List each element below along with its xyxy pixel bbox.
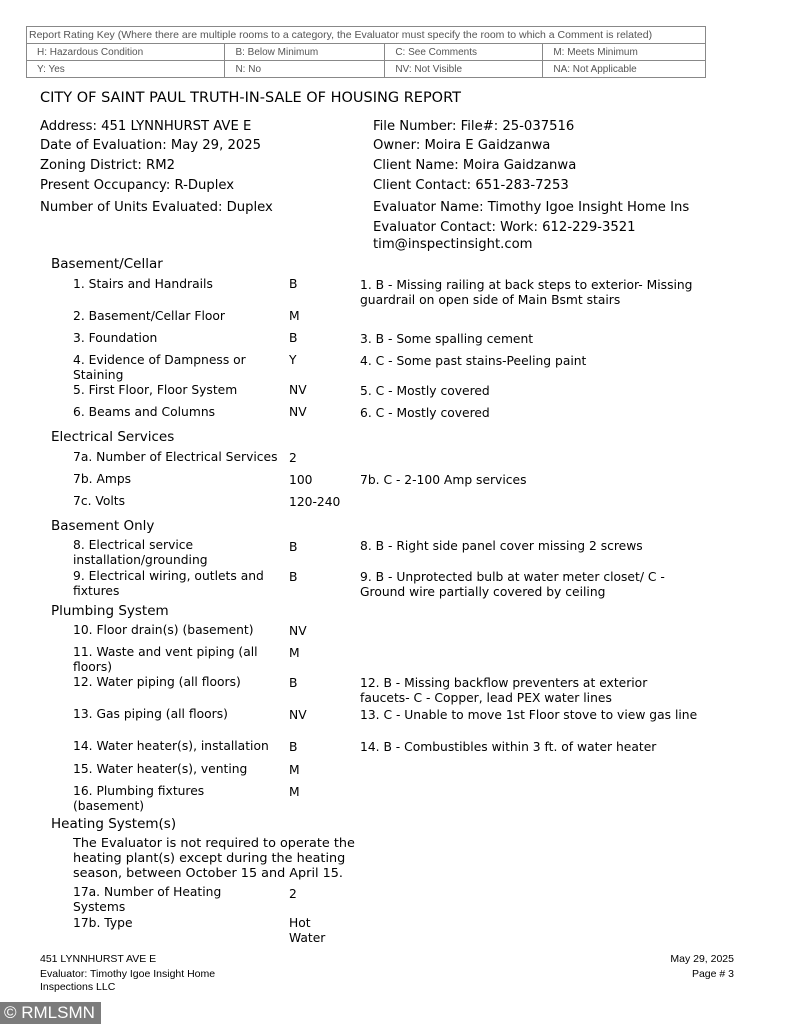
item-comment: 8. B - Right side panel cover missing 2 screws — [360, 539, 643, 553]
footer-address: 451 LYNNHURST AVE E — [40, 953, 157, 965]
item-label: 2. Basement/Cellar Floor — [73, 309, 225, 323]
client-name-field: Client Name: Moira Gaidzanwa — [373, 158, 577, 173]
item-comment: 4. C - Some past stains-Peeling paint — [360, 354, 587, 368]
item-label: 12. Water piping (all floors) — [73, 675, 241, 689]
item-rating: Y — [289, 353, 297, 367]
item-comment: 14. B - Combustibles within 3 ft. of water heater — [360, 740, 657, 754]
rating-key-cell: N: No — [225, 61, 385, 78]
item-label: 17a. Number of Heating Systems — [73, 885, 222, 914]
report-title: CITY OF SAINT PAUL TRUTH-IN-SALE OF HOUSING REPORT — [40, 90, 461, 106]
footer-evaluator: Evaluator: Timothy Igoe Insight Home Inspections LLC — [40, 968, 216, 993]
rating-key-cell: NA: Not Applicable — [543, 61, 706, 78]
item-comment: 12. B - Missing backflow preventers at exterior faucets- C - Copper, lead PEX water lines — [360, 676, 648, 705]
item-rating: NV — [289, 624, 307, 638]
zoning-field: Zoning District: RM2 — [40, 158, 175, 173]
item-rating: B — [289, 540, 298, 554]
address-field: Address: 451 LYNNHURST AVE E — [40, 119, 252, 134]
rating-key-cell: B: Below Minimum — [225, 44, 385, 61]
item-label: 16. Plumbing fixtures (basement) — [73, 784, 205, 813]
item-rating: NV — [289, 405, 307, 419]
rating-key-cell: H: Hazardous Condition — [27, 44, 225, 61]
section-heading-electrical: Electrical Services — [51, 429, 175, 445]
file-number-field: File Number: File#: 25-037516 — [373, 119, 575, 134]
footer-date: May 29, 2025 — [670, 953, 734, 965]
evaluator-name-field: Evaluator Name: Timothy Igoe Insight Home Ins — [373, 200, 690, 215]
item-rating: NV — [289, 708, 307, 722]
item-comment: 9. B - Unprotected bulb at water meter closet/ C - Ground wire partially covered by ceiling — [360, 570, 665, 599]
watermark: © RMLSMN — [0, 1002, 101, 1024]
client-contact-field: Client Contact: 651-283-7253 — [373, 178, 569, 193]
item-rating: M — [289, 763, 300, 777]
evaluator-contact-field: Evaluator Contact: Work: 612-229-3521 — [373, 220, 636, 235]
section-heading-basement: Basement/Cellar — [51, 256, 163, 272]
rating-key-heading: Report Rating Key (Where there are multiple rooms to a category, the Evaluator must specify the room to which a Comment is related) — [27, 27, 706, 44]
item-label: 5. First Floor, Floor System — [73, 383, 238, 397]
item-comment: 5. C - Mostly covered — [360, 384, 490, 398]
item-comment: 6. C - Mostly covered — [360, 406, 490, 420]
item-label: 10. Floor drain(s) (basement) — [73, 623, 254, 637]
item-label: 7a. Number of Electrical Services — [73, 450, 278, 464]
item-label: 15. Water heater(s), venting — [73, 762, 248, 776]
item-label: 14. Water heater(s), installation — [73, 739, 269, 753]
rating-key-table — [26, 26, 706, 78]
footer-page-number: Page # 3 — [691, 968, 734, 980]
owner-field: Owner: Moira E Gaidzanwa — [373, 138, 551, 153]
item-rating: M — [289, 785, 300, 799]
item-label: 3. Foundation — [73, 331, 158, 345]
item-rating: B — [289, 740, 298, 754]
item-rating: NV — [289, 383, 307, 397]
item-label: 7c. Volts — [73, 494, 126, 508]
units-field: Number of Units Evaluated: Duplex — [40, 200, 273, 215]
rating-key-cell: NV: Not Visible — [385, 61, 543, 78]
rating-key-cell: Y: Yes — [27, 61, 225, 78]
item-rating: M — [289, 309, 300, 323]
item-label: 11. Waste and vent piping (all floors) — [73, 645, 258, 674]
section-heading-plumbing: Plumbing System — [51, 603, 169, 619]
item-comment: 7b. C - 2-100 Amp services — [360, 473, 527, 487]
heating-note: The Evaluator is not required to operate the heating plant(s) except during the heating season, between October 15 and April 15. — [73, 836, 355, 881]
item-label: 6. Beams and Columns — [73, 405, 216, 419]
section-heading-heating: Heating System(s) — [51, 816, 177, 832]
item-comment: 1. B - Missing railing at back steps to exterior- Missing guardrail on open side of Main Bsmt stairs — [360, 278, 693, 307]
item-label: 9. Electrical wiring, outlets and fixtures — [73, 569, 264, 598]
item-rating: B — [289, 277, 298, 291]
item-rating: Hot Water — [289, 916, 326, 945]
item-label: 4. Evidence of Dampness or Staining — [73, 353, 246, 382]
evaluator-email-field: tim@inspectinsight.com — [373, 237, 533, 252]
section-heading-basement-only: Basement Only — [51, 518, 155, 534]
item-rating: 100 — [289, 473, 313, 487]
item-rating: B — [289, 570, 298, 584]
item-label: 8. Electrical service installation/grounding — [73, 538, 208, 567]
item-rating: B — [289, 676, 298, 690]
rating-key-cell: C: See Comments — [385, 44, 543, 61]
item-label: 1. Stairs and Handrails — [73, 277, 213, 291]
occupancy-field: Present Occupancy: R-Duplex — [40, 178, 235, 193]
item-comment: 3. B - Some spalling cement — [360, 332, 534, 346]
item-rating: M — [289, 646, 300, 660]
item-label: 17b. Type — [73, 916, 133, 930]
item-rating: 120-240 — [289, 495, 341, 509]
item-rating: B — [289, 331, 298, 345]
item-comment: 13. C - Unable to move 1st Floor stove to view gas line — [360, 708, 698, 722]
item-label: 7b. Amps — [73, 472, 132, 486]
rating-key-cell: M: Meets Minimum — [543, 44, 706, 61]
item-rating: 2 — [289, 887, 297, 901]
item-rating: 2 — [289, 451, 297, 465]
evaluation-date-field: Date of Evaluation: May 29, 2025 — [40, 138, 262, 153]
item-label: 13. Gas piping (all floors) — [73, 707, 228, 721]
